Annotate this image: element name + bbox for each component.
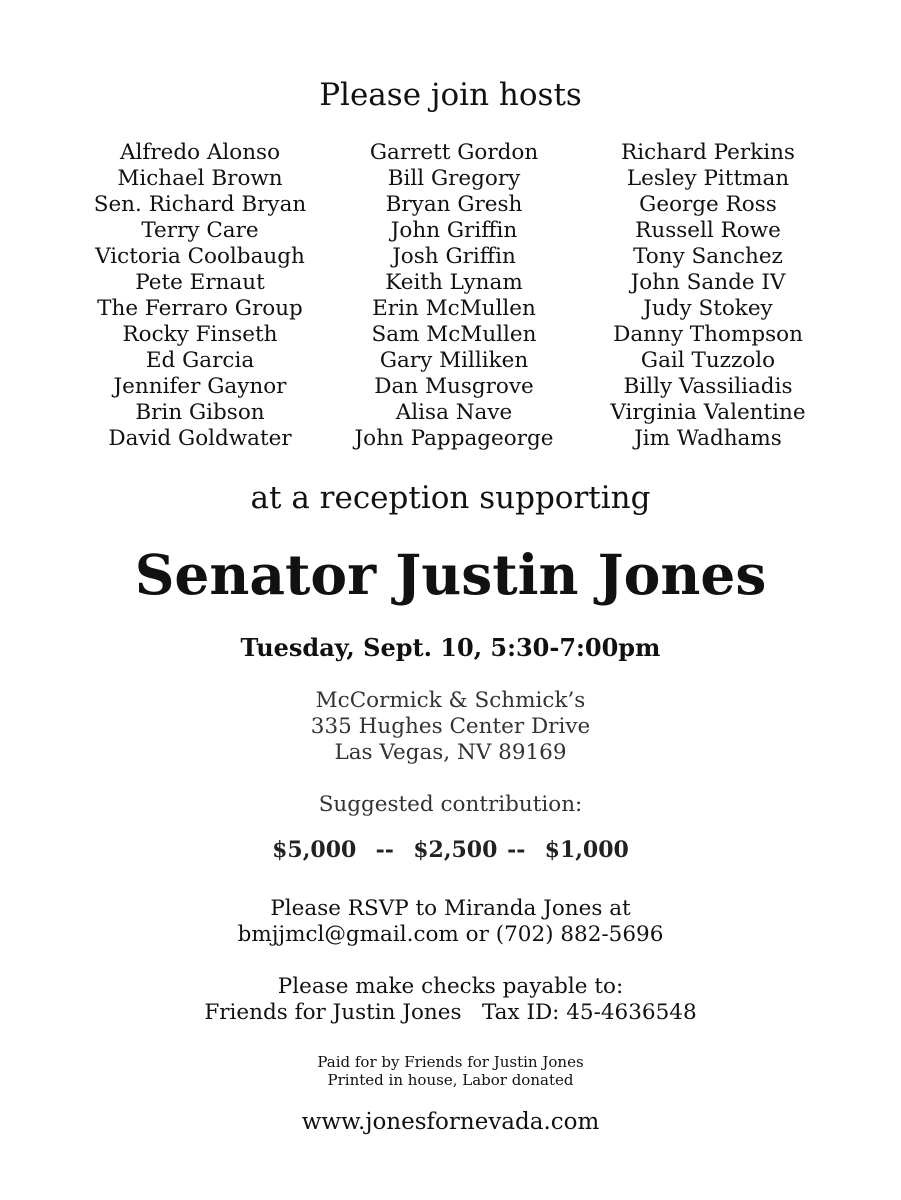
host-name: Virginia Valentine bbox=[610, 400, 806, 425]
host-name: Alisa Nave bbox=[395, 400, 513, 425]
rsvp-line-1: Please RSVP to Miranda Jones at bbox=[270, 896, 631, 921]
disclaimer-line-2: Printed in house, Labor donated bbox=[327, 1071, 574, 1089]
hosts-column-2 bbox=[324, 140, 584, 452]
host-name: Keith Lynam bbox=[385, 270, 523, 295]
host-name: George Ross bbox=[639, 192, 777, 217]
contribution-amounts-text: $5,000 -- $2,500 -- $1,000 bbox=[272, 837, 629, 863]
host-name: John Griffin bbox=[390, 218, 518, 243]
venue-street: 335 Hughes Center Drive bbox=[310, 714, 591, 739]
host-name: John Pappageorge bbox=[354, 426, 554, 451]
venue-name: McCormick & Schmick’s bbox=[315, 688, 586, 713]
contribution-label: Suggested contribution: bbox=[318, 792, 583, 817]
rsvp-block bbox=[0, 896, 901, 948]
rsvp-line-2: bmjjmcl@gmail.com or (702) 882-5696 bbox=[237, 922, 664, 947]
checks-line-1: Please make checks payable to: bbox=[277, 974, 624, 999]
host-name: Sam McMullen bbox=[371, 322, 537, 347]
host-name: Terry Care bbox=[141, 218, 259, 243]
host-name: Gary Milliken bbox=[379, 348, 529, 373]
host-name: Billy Vassiliadis bbox=[623, 374, 793, 399]
host-name: Sen. Richard Bryan bbox=[93, 192, 307, 217]
host-name: Ed Garcia bbox=[145, 348, 255, 373]
host-name: Russell Rowe bbox=[635, 218, 781, 243]
host-name: Pete Ernaut bbox=[135, 270, 265, 295]
host-name: Dan Musgrove bbox=[374, 374, 534, 399]
host-name: Judy Stokey bbox=[643, 296, 773, 321]
website-link[interactable]: www.jonesfornevada.com bbox=[301, 1109, 600, 1135]
host-name: Tony Sanchez bbox=[633, 244, 783, 269]
intro-heading: Please join hosts bbox=[319, 77, 582, 113]
host-name: The Ferraro Group bbox=[97, 296, 303, 321]
event-date: Tuesday, Sept. 10, 5:30-7:00pm bbox=[240, 633, 661, 662]
host-name: Victoria Coolbaugh bbox=[95, 244, 305, 269]
venue-block bbox=[0, 688, 901, 766]
host-name: Richard Perkins bbox=[621, 140, 795, 165]
host-name: Erin McMullen bbox=[372, 296, 536, 321]
host-name: Jennifer Gaynor bbox=[113, 374, 287, 399]
checks-line-2: Friends for Justin Jones Tax ID: 45-4636548 bbox=[204, 1000, 697, 1025]
host-name: Brin Gibson bbox=[135, 400, 265, 425]
host-name: Lesley Pittman bbox=[626, 166, 790, 191]
host-name: Bryan Gresh bbox=[385, 192, 523, 217]
host-name: Garrett Gordon bbox=[369, 140, 539, 165]
host-name: Rocky Finseth bbox=[122, 322, 278, 347]
host-name: Michael Brown bbox=[117, 166, 283, 191]
candidate-name: Senator Justin Jones bbox=[134, 542, 767, 607]
contribution-amounts bbox=[0, 835, 901, 865]
host-name: Jim Wadhams bbox=[634, 426, 782, 451]
host-name: Danny Thompson bbox=[613, 322, 803, 347]
hosts-column-3 bbox=[578, 140, 838, 452]
host-name: John Sande IV bbox=[630, 270, 786, 295]
host-name: Bill Gregory bbox=[387, 166, 521, 191]
host-name: Josh Griffin bbox=[392, 244, 516, 269]
host-name: Gail Tuzzolo bbox=[640, 348, 776, 373]
disclaimer-block bbox=[0, 1053, 901, 1089]
disclaimer-line-1: Paid for by Friends for Justin Jones bbox=[317, 1053, 584, 1071]
host-name: Alfredo Alonso bbox=[119, 140, 281, 165]
venue-city: Las Vegas, NV 89169 bbox=[334, 740, 567, 765]
reception-text: at a reception supporting bbox=[250, 480, 651, 516]
host-name: David Goldwater bbox=[108, 426, 292, 451]
checks-block bbox=[0, 974, 901, 1026]
hosts-column-1 bbox=[70, 140, 330, 452]
